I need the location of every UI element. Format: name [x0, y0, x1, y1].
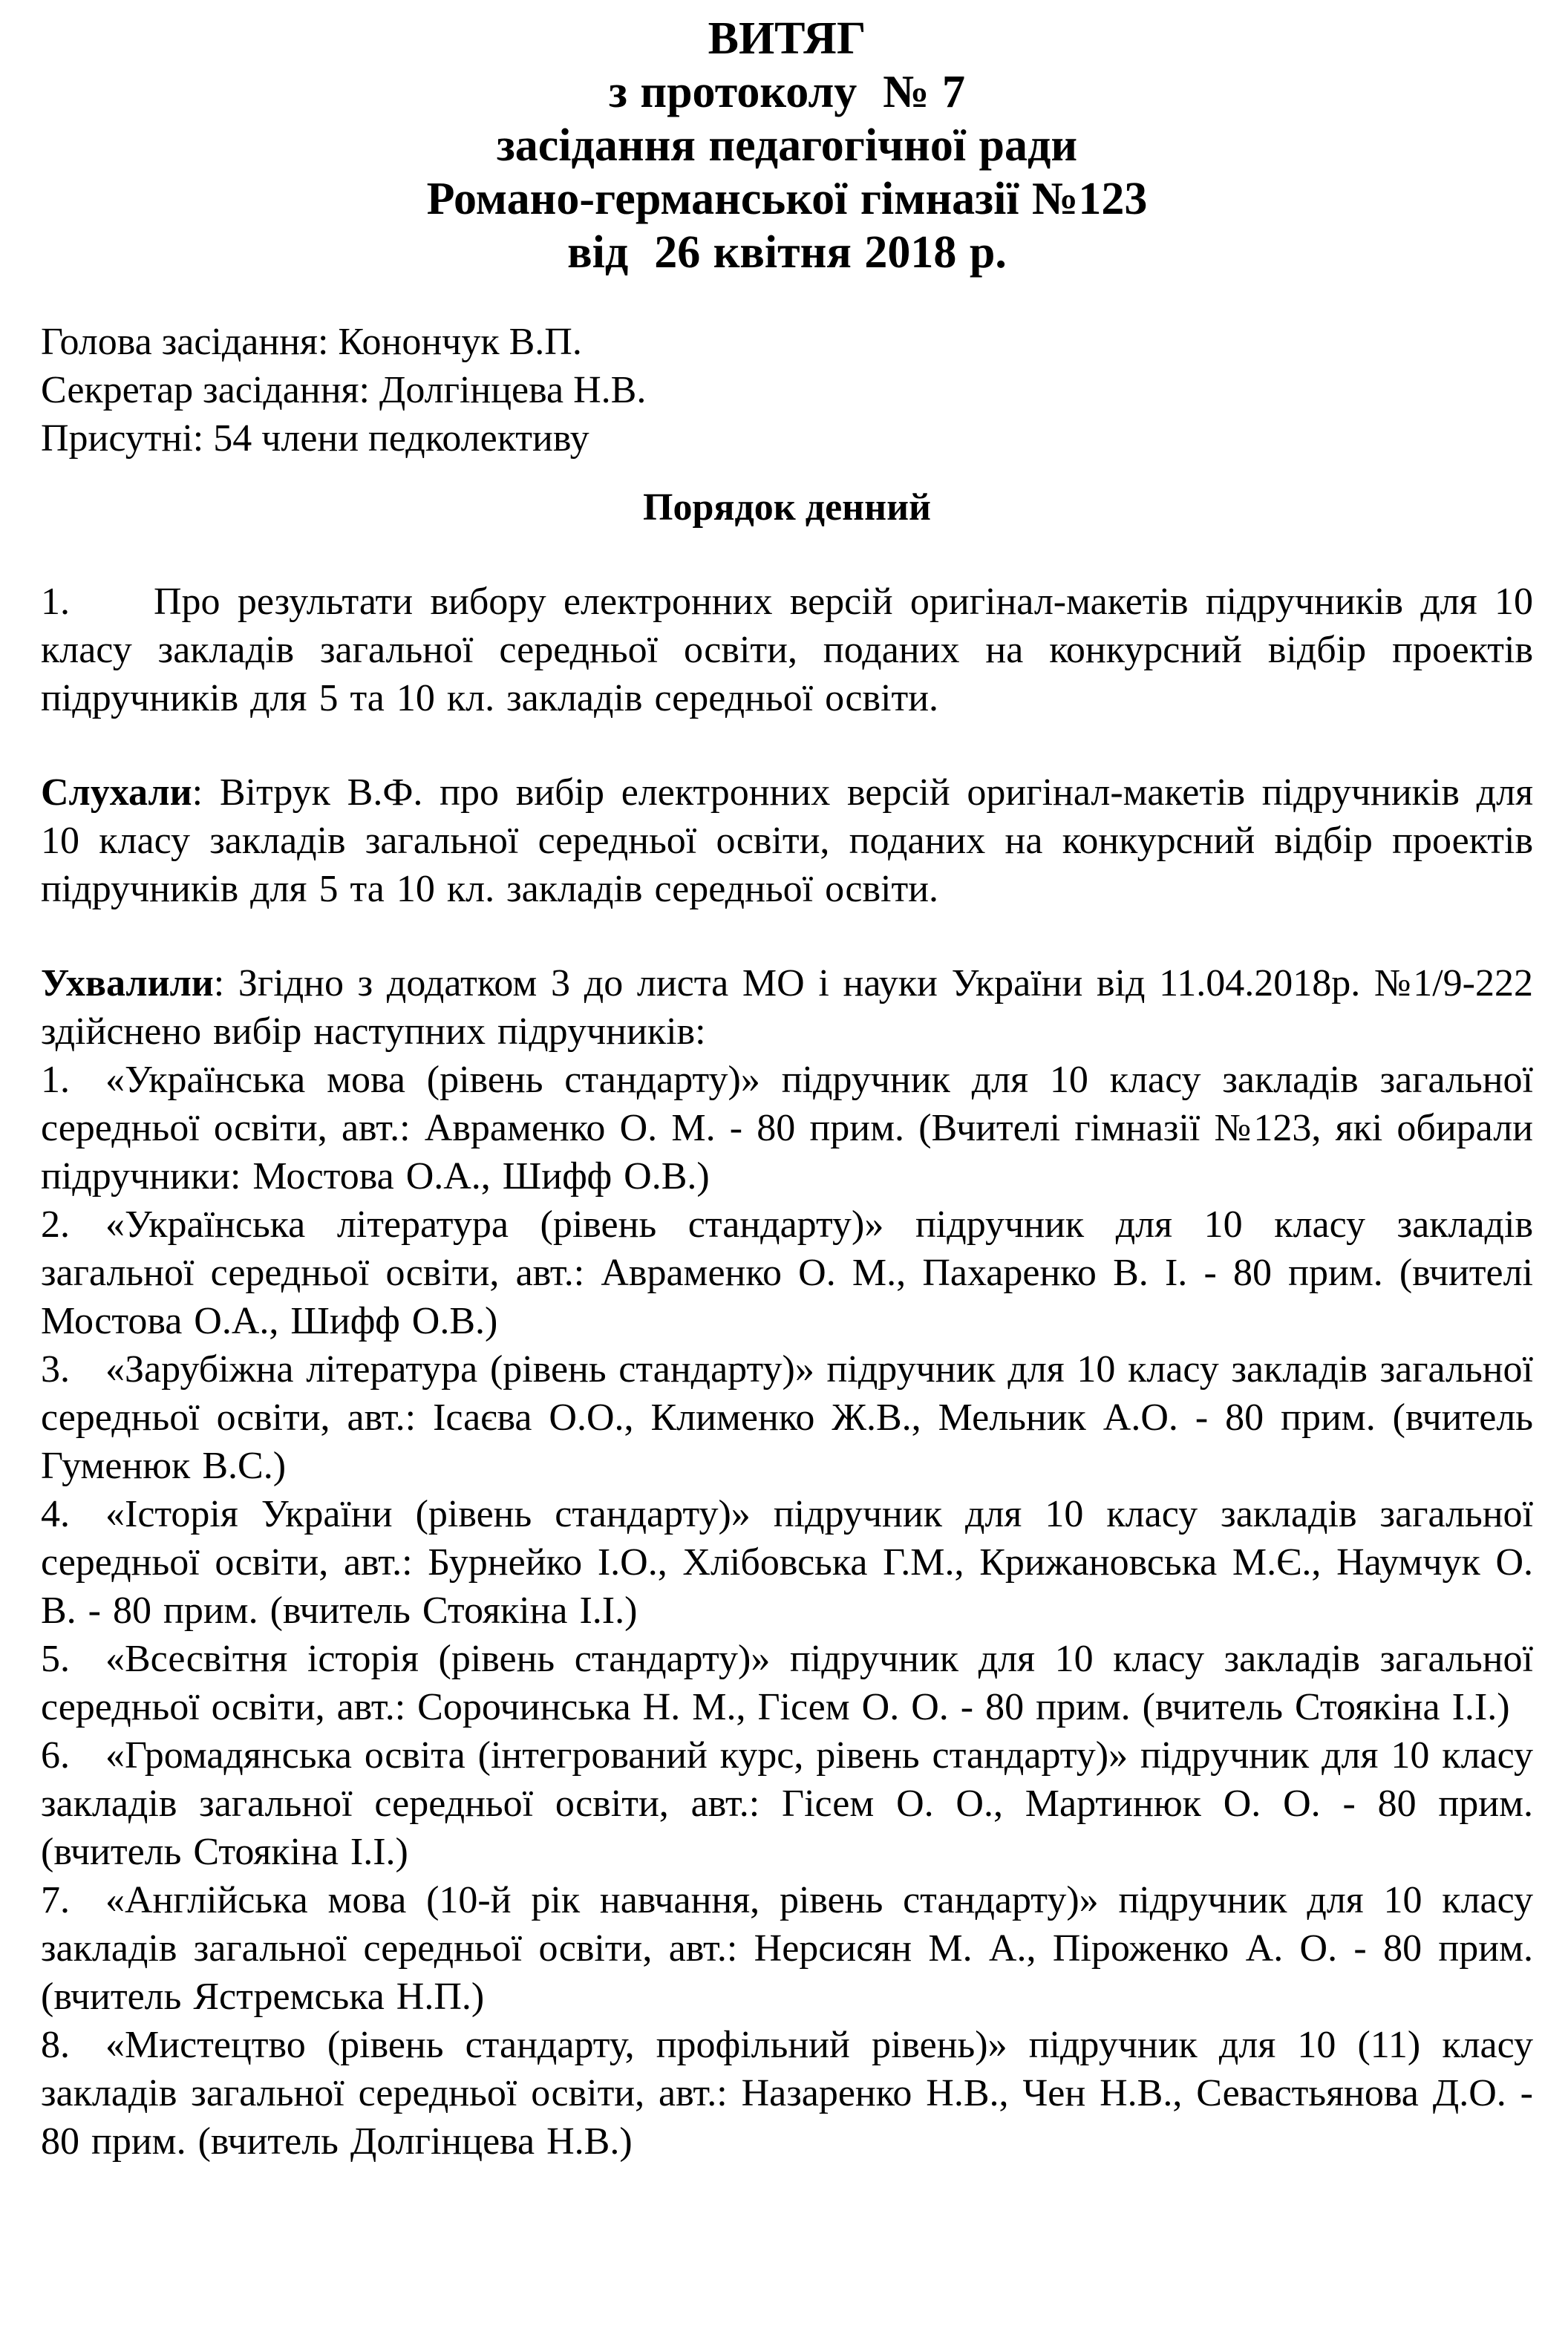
heard-paragraph [41, 768, 1533, 913]
decision-number: 3. [41, 1348, 70, 1391]
decision-text: «Історія України (рівень стандарту)» підручник для 10 класу закладів загальної середньої освіти, авт.: Бурнейко І.О., Хлібовська Г.М., Крижановська М.Є., Наумчук О. В. - 80 прим. (вчитель Стоякіна І.І.) [41, 1493, 1533, 1632]
decision-item-8 [41, 2021, 1533, 2166]
decision-text: «Всесвітня історія (рівень стандарту)» підручник для 10 класу закладів загальної середньої освіти, авт.: Сорочинська Н. М., Гісем О. О. - 80 прим. (вчитель Стоякіна І.І.) [41, 1638, 1533, 1728]
agenda-item-number: 1. [41, 581, 70, 623]
meta-chair: Голова засідання: Конончук В.П. [41, 321, 582, 363]
meta-secretary: Секретар засідання: Долгінцева Н.В. [41, 369, 647, 411]
title-line-extract: ВИТЯГ [708, 13, 866, 64]
decision-list [41, 1056, 1533, 2166]
title-line-meeting: засідання педагогічної ради [496, 120, 1078, 171]
agenda-item-text: Про результати вибору електронних версій оригінал-макетів підручників для 10 класу закладів загальної середньої освіти, поданих на конкурсний відбір проектів підручників для 5 та 10 кл. закладів середньої освіти. [41, 581, 1533, 719]
title-line-gymnasium: Романо-германської гімназії №123 [426, 174, 1148, 224]
decision-text: «Англійська мова (10-й рік навчання, рівень стандарту)» підручник для 10 класу закладів загальної середньої освіти, авт.: Нерсисян М. А., Піроженко А. О. - 80 прим. (вчитель Ястремська Н.П.) [41, 1879, 1533, 2018]
title-line-protocol-number: з протоколу № 7 [608, 67, 966, 117]
document-title-block [41, 12, 1533, 279]
decision-number: 6. [41, 1734, 70, 1777]
meeting-meta-block [41, 318, 1533, 463]
decision-number: 8. [41, 2024, 70, 2066]
decision-text: «Українська мова (рівень стандарту)» підручник для 10 класу закладів загальної середньої освіти, авт.: Авраменко О. М. - 80 прим. (Вчителі гімназії №123, які обирали підручники: Мостова О.А., Шифф О.В.) [41, 1059, 1533, 1198]
heard-label: Слухали [41, 771, 192, 814]
decision-number: 2. [41, 1203, 70, 1246]
decision-item-6 [41, 1731, 1533, 1876]
decision-item-3 [41, 1345, 1533, 1490]
decision-item-1 [41, 1056, 1533, 1200]
resolved-label: Ухвалили [41, 962, 214, 1004]
meta-present: Присутні: 54 члени педколективу [41, 417, 589, 460]
heard-text: : Вітрук В.Ф. про вибір електронних версій оригінал-макетів підручників для 10 класу закладів загальної середньої освіти, поданих на конкурсний відбір проектів підручників для 5 та 10 кл. закладів середньої освіти. [41, 771, 1533, 910]
decision-number: 5. [41, 1638, 70, 1680]
decision-text: «Громадянська освіта (інтегрований курс, рівень стандарту)» підручник для 10 класу закладів загальної середньої освіти, авт.: Гісем О. О., Мартинюк О. О. - 80 прим. (вчитель Стоякіна І.І.) [41, 1734, 1533, 1873]
title-line-date: від 26 квітня 2018 р. [567, 227, 1007, 278]
agenda-item-paragraph [41, 578, 1533, 722]
decision-item-2 [41, 1200, 1533, 1345]
decision-number: 1. [41, 1059, 70, 1101]
decision-item-4 [41, 1490, 1533, 1635]
decision-text: «Українська література (рівень стандарту)» підручник для 10 класу закладів загальної середньої освіти, авт.: Авраменко О. М., Пахаренко В. І. - 80 прим. (вчителі Мостова О.А., Шифф О.В.) [41, 1203, 1533, 1342]
decision-number: 7. [41, 1879, 70, 1921]
resolved-paragraph [41, 959, 1533, 1056]
decision-text: «Мистецтво (рівень стандарту, профільний рівень)» підручник для 10 (11) класу закладів загальної середньої освіти, авт.: Назаренко Н.В., Чен Н.В., Севастьянова Д.О. - 80 прим. (вчитель Долгінцева Н.В.) [41, 2024, 1533, 2163]
resolved-text: : Згідно з додатком 3 до листа МО і науки України від 11.04.2018р. №1/9-222 здійснено вибір наступних підручників: [41, 962, 1533, 1053]
decision-item-5 [41, 1635, 1533, 1731]
decision-number: 4. [41, 1493, 70, 1535]
decision-item-7 [41, 1876, 1533, 2021]
agenda-heading: Порядок денний [643, 486, 931, 529]
decision-text: «Зарубіжна література (рівень стандарту)» підручник для 10 класу закладів загальної середньої освіти, авт.: Ісаєва О.О., Клименко Ж.В., Мельник А.О. - 80 прим. (вчитель Гуменюк В.С.) [41, 1348, 1533, 1487]
